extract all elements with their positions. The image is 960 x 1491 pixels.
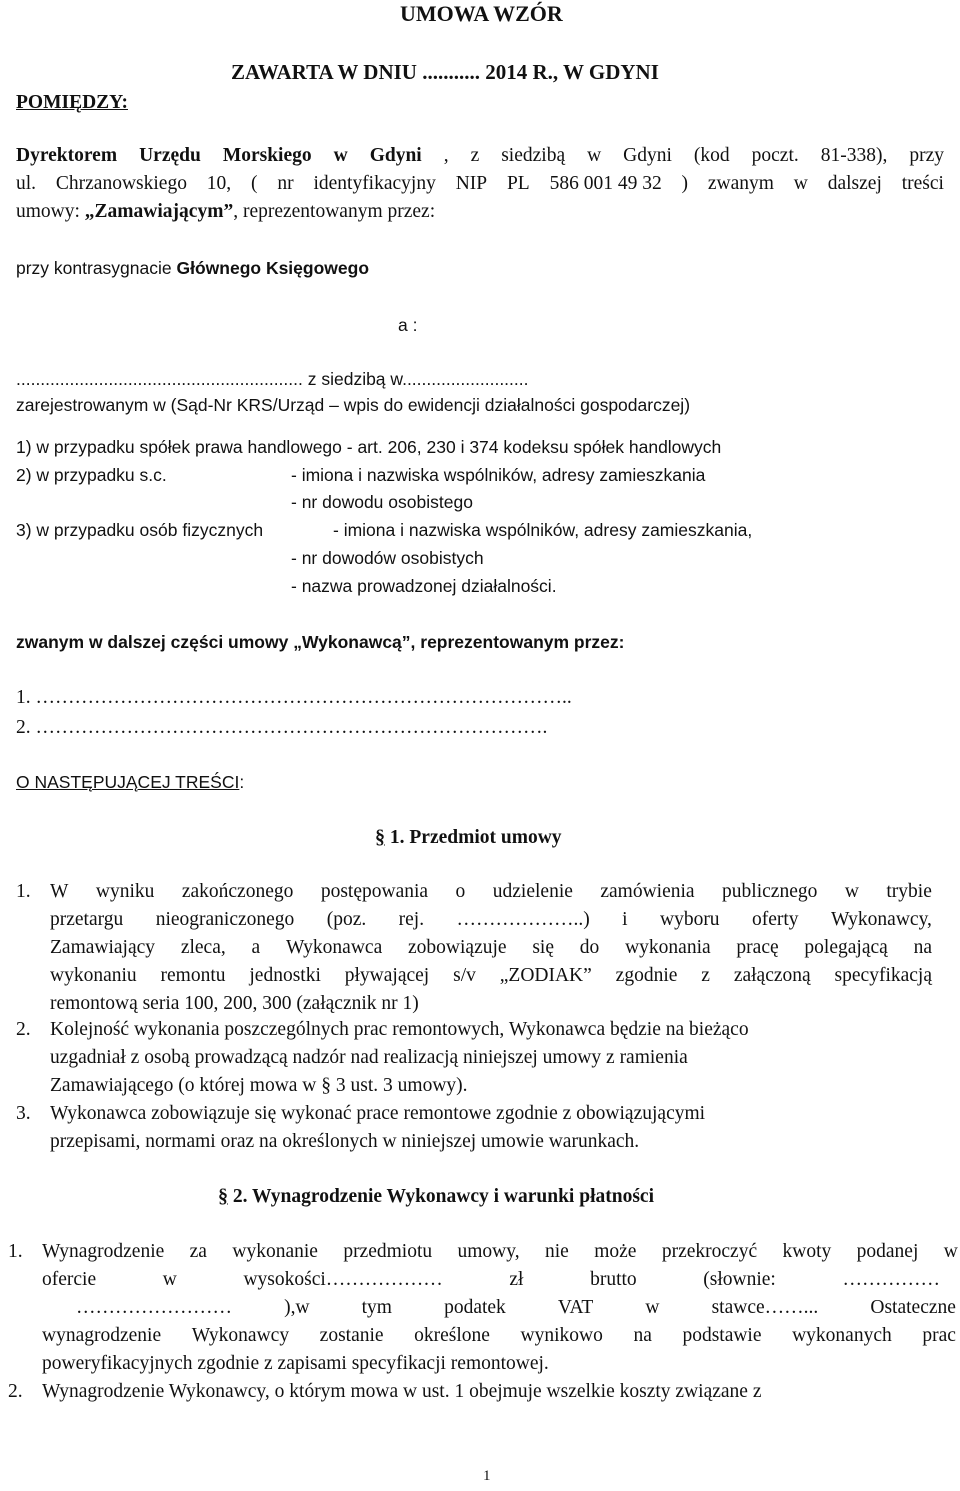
word: „ZODIAK” [499, 965, 592, 986]
word: nr [277, 173, 294, 194]
word: podanej [856, 1241, 919, 1262]
word: w [162, 1269, 177, 1290]
representative-1: 1. ……………………………………………………………………….. [16, 687, 572, 708]
document-title: UMOWA WZÓR [400, 1, 563, 26]
s2-item1-line2 [42, 1268, 940, 1292]
word: w [333, 145, 348, 166]
case3-item2: - nr dowodów osobistych [291, 548, 484, 568]
word: stawce……... [711, 1297, 819, 1318]
word: Gdyni [623, 145, 672, 166]
concluded-line: ZAWARTA W DNIU ........... 2014 R., W GDYNI [231, 60, 659, 84]
s1-item1-line1 [50, 880, 932, 904]
word: poczt. [751, 145, 799, 166]
countersign-line [16, 256, 369, 280]
content-heading [16, 770, 244, 794]
s1-item2-line3: Zamawiającego (o której mowa w § 3 ust. 3 umowy). [50, 1075, 468, 1096]
word: i [622, 909, 628, 930]
word: pływającej [344, 965, 430, 986]
s1-item1-line5: remontową seria 100, 200, 300 (załącznik nr 1) [50, 993, 419, 1014]
word: zakończonego [181, 881, 294, 902]
text-fragment: umowy: [16, 201, 85, 222]
word: ………………..) [456, 909, 590, 930]
word: wykonaniu [50, 965, 137, 986]
case3-item3: - nazwa prowadzonej działalności. [291, 576, 557, 596]
word: s/v [453, 965, 476, 986]
word: polegającą [804, 937, 888, 958]
word: zobowiązuje [408, 937, 507, 958]
word: nie [545, 1241, 569, 1262]
word: przy [909, 145, 944, 166]
s1-item2-line1: Kolejność wykonania poszczególnych prac remontowych, Wykonawca będzie na bieżąco [50, 1019, 749, 1040]
word: ul. [16, 173, 37, 194]
word: w [587, 145, 602, 166]
word: Chrzanowskiego [55, 173, 187, 194]
case2-label: 2) w przypadku s.c. [16, 465, 167, 485]
section-1-heading [375, 825, 562, 850]
word: załączoną [733, 965, 811, 986]
s1-item1-line3 [50, 936, 932, 960]
word: trybie [886, 881, 932, 902]
word: oferty [751, 909, 799, 930]
word: Zamawiający [50, 937, 156, 958]
s1-item3-line2: przepisami, normami oraz na określonych w niniejszej umowie warunkach. [50, 1131, 640, 1152]
word: wykonanie [232, 1241, 318, 1262]
word: postępowania [320, 881, 429, 902]
and-label: a : [398, 315, 418, 335]
word: treści [901, 173, 944, 194]
word: wykonania [625, 937, 711, 958]
ordering-party-name: „Zamawiającym” [84, 201, 234, 222]
word: Wykonawca [285, 937, 383, 958]
word: , [443, 145, 449, 166]
parties-label: POMIĘDZY: [16, 92, 128, 113]
registered-line: zarejestrowanym w (Sąd-Nr KRS/Urząd – wpis do ewidencji działalności gospodarczej) [16, 395, 691, 415]
word: zł [509, 1269, 524, 1290]
word: wysokości……………… [243, 1269, 443, 1290]
word: ) [681, 173, 689, 194]
section-1-title: 1. Przedmiot umowy [389, 827, 562, 848]
s2-item1-line1 [42, 1240, 958, 1264]
word: zleca, [180, 937, 226, 958]
case3-label: 3) w przypadku osób fizycznych [16, 520, 264, 540]
section-symbol: § [375, 826, 385, 848]
s2-item1-line3 [76, 1296, 956, 1320]
word: siedzibą [501, 145, 566, 166]
word: …………………… [76, 1297, 232, 1318]
page-number: 1 [483, 1468, 491, 1484]
s1-item1-line2 [50, 908, 932, 932]
word: ),w [284, 1297, 310, 1318]
word: podatek [444, 1297, 506, 1318]
word: Dyrektorem [16, 145, 118, 166]
word: Gdyni [369, 145, 422, 166]
word: się [532, 937, 555, 958]
word: PL [506, 173, 530, 194]
section-2-title: 2. Wynagrodzenie Wykonawcy i warunki płatności [232, 1186, 654, 1207]
word: przetargu [50, 909, 124, 930]
word: zwanym [707, 173, 774, 194]
word: NIP [455, 173, 488, 194]
word: podstawie [682, 1325, 762, 1346]
word: rej. [398, 909, 425, 930]
word: specyfikacją [834, 965, 932, 986]
word: Morskiego [222, 145, 312, 166]
word: udzielenie [492, 881, 573, 902]
party1-line1 [16, 144, 944, 168]
s1-item2-num: 2. [16, 1019, 31, 1040]
word: za [189, 1241, 207, 1262]
word: pracę [736, 937, 779, 958]
word: wyniku [95, 881, 155, 902]
word: zamówienia [600, 881, 695, 902]
word: może [594, 1241, 637, 1262]
text-fragment: przy kontrasygnacie [16, 258, 177, 278]
word: przedmiotu [343, 1241, 433, 1262]
word: zgodnie [615, 965, 678, 986]
word: prac [922, 1325, 956, 1346]
word: w [844, 881, 859, 902]
word: w [943, 1241, 958, 1262]
s1-item1-line4 [50, 964, 932, 988]
text-fragment: , reprezentowanym przez: [233, 201, 436, 222]
section-symbol: § [218, 1185, 228, 1207]
word: 10, [206, 173, 232, 194]
s2-item1-num: 1. [8, 1241, 23, 1262]
s1-item2-line2: uzgadniał z osobą prowadzącą nadzór nad realizacją niniejszej umowy z ramienia [50, 1047, 688, 1068]
s2-item2-line1: Wynagrodzenie Wykonawcy, o którym mowa w ust. 1 obejmuje wszelkie koszty związane z [42, 1381, 762, 1402]
party1-line2 [16, 172, 944, 196]
word: umowy, [457, 1241, 520, 1262]
word: tym [361, 1297, 392, 1318]
word: W [50, 881, 69, 902]
word: publicznego [722, 881, 818, 902]
case3-item1: - imiona i nazwiska wspólników, adresy zamieszkania, [333, 520, 753, 540]
party1-line3 [16, 200, 435, 224]
word: Wynagrodzenie [42, 1241, 165, 1262]
word: Urzędu [139, 145, 201, 166]
word: remontu [160, 965, 226, 986]
word: do [579, 937, 600, 958]
word: …………… [842, 1269, 940, 1290]
word: o [455, 881, 466, 902]
section-2-heading [218, 1184, 654, 1209]
word: wynikowo [520, 1325, 603, 1346]
word: (poz. [326, 909, 367, 930]
representative-2: 2. ……………………………………………………………………. [16, 717, 548, 738]
word: na [913, 937, 932, 958]
word: zostanie [319, 1325, 384, 1346]
case2-item1: - imiona i nazwiska wspólników, adresy zamieszkania [291, 465, 706, 485]
word: wykonanych [792, 1325, 892, 1346]
seat-line: ........................................................... z siedzibą w.......................... [16, 369, 529, 389]
contractor-called-line: zwanym w dalszej części umowy „Wykonawcą”, reprezentowanym przez: [16, 632, 625, 652]
content-heading-text: O NASTĘPUJĄCEJ TREŚCI [16, 772, 240, 792]
s1-item1-num: 1. [16, 881, 31, 902]
word: ofercie [42, 1269, 97, 1290]
word: 81-338), [820, 145, 888, 166]
word: w [793, 173, 808, 194]
word: przekroczyć [661, 1241, 758, 1262]
word: Wykonawcy [191, 1325, 290, 1346]
word: 586 001 49 32 [549, 173, 662, 194]
case1-line: 1) w przypadku spółek prawa handlowego - art. 206, 230 i 374 kodeksu spółek handlowych [16, 437, 722, 457]
word: z [701, 965, 710, 986]
word: z [470, 145, 480, 166]
word: jednostki [249, 965, 321, 986]
chief-accountant-label: Głównego Księgowego [176, 258, 370, 278]
word: identyfikacyjny [313, 173, 436, 194]
word: brutto [590, 1269, 637, 1290]
word: ( [251, 173, 258, 194]
s1-item3-line1: Wykonawca zobowiązuje się wykonać prace remontowe zgodnie z obowiązującymi [50, 1103, 706, 1124]
word: (kod [693, 145, 730, 166]
word: (słownie: [703, 1269, 776, 1290]
word: VAT [557, 1297, 594, 1318]
word: Wykonawcy, [830, 909, 932, 930]
word: Ostateczne [870, 1297, 956, 1318]
word: wynagrodzenie [42, 1325, 162, 1346]
word: wyboru [659, 909, 720, 930]
word: a [251, 937, 261, 958]
s2-item1-line5: poweryfikacyjnych zgodnie z zapisami specyfikacji remontowej. [42, 1353, 549, 1374]
word: określone [414, 1325, 490, 1346]
case2-item2: - nr dowodu osobistego [291, 492, 473, 512]
s2-item2-num: 2. [8, 1381, 23, 1402]
s1-item3-num: 3. [16, 1103, 31, 1124]
s2-item1-line4 [42, 1324, 956, 1348]
text-fragment: : [239, 772, 245, 792]
word: dalszej [827, 173, 882, 194]
word: na [633, 1325, 652, 1346]
word: nieograniczonego [155, 909, 295, 930]
word: kwoty [782, 1241, 832, 1262]
word: w [645, 1297, 660, 1318]
